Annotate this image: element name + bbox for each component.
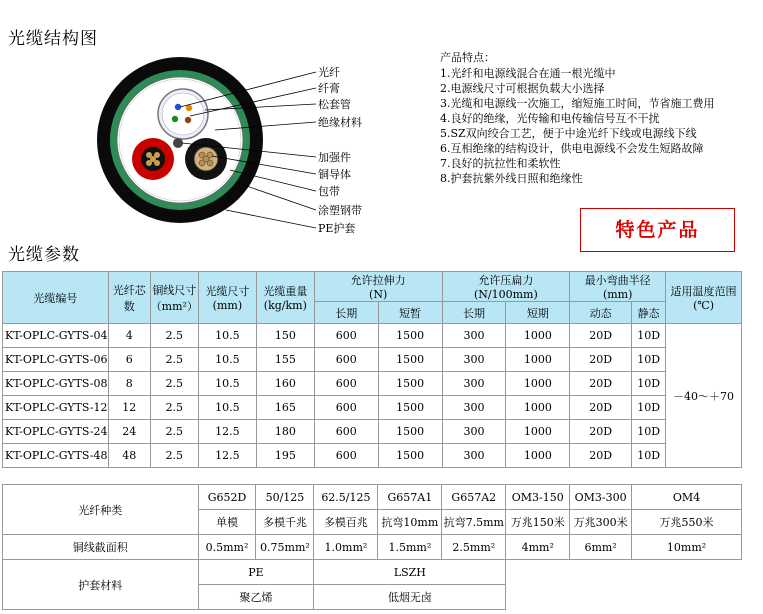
sub-long2: 长期 [442,302,506,324]
sheath-pe-name: 聚乙烯 [198,585,314,610]
strength-member [173,138,183,148]
cell: 12.5 [198,420,256,444]
fiber-name: 万兆150米 [506,510,570,535]
header-crush-unit: (N/100mm) [474,288,538,301]
empty-cell [506,560,742,585]
label-sheath: PE护套 [318,222,356,235]
cell-code: KT-OPLC-GYTS-48 [3,444,109,468]
header-crush-label: 允许压扁力 [478,274,534,287]
cell: 24 [108,420,150,444]
cell: 180 [256,420,314,444]
cell: 2.5 [150,324,198,348]
cell: 600 [314,444,378,468]
cell: 10D [632,396,666,420]
cell: 300 [442,420,506,444]
cell: 195 [256,444,314,468]
cell: 20D [570,324,632,348]
cell: 2.5 [150,420,198,444]
sub-short2: 短期 [506,302,570,324]
cell: 300 [442,444,506,468]
table-row [3,348,742,372]
fiber-type-label: 光纤种类 [3,485,199,535]
feature-item: 3.光缆和电源线一次施工，缩短施工时间，节省施工费用 [440,97,715,110]
feature-item: 5.SZ双向绞合工艺，便于中途光纤下线或电源线下线 [440,127,697,140]
label-wrap: 包带 [318,185,340,198]
header-weight: 光缆重量(kg/km) [256,272,314,324]
empty-cell [506,585,742,610]
sheath-lszh-name: 低烟无卤 [314,585,506,610]
cell: 12.5 [198,444,256,468]
fiber-name: 多模百兆 [314,510,378,535]
cable-cross-section-diagram [0,50,430,240]
cell: 10D [632,348,666,372]
cell-code: KT-OPLC-GYTS-24 [3,420,109,444]
feature-item: 8.护套抗紫外线日照和绝缘性 [440,172,583,185]
cell: 10.5 [198,396,256,420]
cell: 1500 [378,420,442,444]
cable-params-table [2,271,742,468]
cell: 600 [314,324,378,348]
cell-temp-range: －40～＋70 [666,324,742,468]
fiber-name: 万兆550米 [632,510,742,535]
cell: 20D [570,348,632,372]
cell: 48 [108,444,150,468]
header-bend-unit: (mm) [602,288,633,301]
sub-dynamic: 动态 [570,302,632,324]
cell: 10D [632,324,666,348]
cell: 1000 [506,396,570,420]
table-row [3,396,742,420]
fiber-name: 抗弯10mm [378,510,442,535]
cell: 1000 [506,348,570,372]
cell: 300 [442,348,506,372]
label-insulation: 绝缘材料 [318,116,362,129]
header-bend-label: 最小弯曲半径 [584,274,651,287]
cell: 300 [442,324,506,348]
cell: 155 [256,348,314,372]
table-row [3,444,742,468]
cell: 600 [314,372,378,396]
cell: 160 [256,372,314,396]
fiber-options-table [2,484,742,610]
cell: 2.5 [150,396,198,420]
fiber-code: G652D [198,485,256,510]
sheath-lszh: LSZH [314,560,506,585]
cell-code: KT-OPLC-GYTS-06 [3,348,109,372]
cell: 4 [108,324,150,348]
features-heading: 产品特点： [440,51,495,64]
cell: 1500 [378,324,442,348]
table-row [3,372,742,396]
cell: 1500 [378,444,442,468]
fiber-code: 62.5/125 [314,485,378,510]
label-gel: 纤膏 [318,82,340,95]
header-code: 光缆编号 [3,272,109,324]
header-crush [442,272,570,302]
feature-item: 2.电源线尺寸可根据负载大小选择 [440,82,605,95]
fiber-code: OM3-300 [570,485,632,510]
cell: 10.5 [198,324,256,348]
cell: 1500 [378,396,442,420]
label-loose-tube: 松套管 [318,98,351,111]
header-temp-label: 适用温度范围 [670,285,737,298]
cell: 1500 [378,372,442,396]
sheath-pe: PE [198,560,314,585]
label-strength: 加强件 [318,151,351,164]
feature-item: 6.互相绝缘的结构设计，供电电源线不会发生短路故障 [440,142,704,155]
fiber-code: OM4 [632,485,742,510]
feature-item: 7.良好的抗拉性和柔软性 [440,157,561,170]
cell: 600 [314,420,378,444]
copper-value: 1.0mm² [314,535,378,560]
cell: 300 [442,372,506,396]
cell: 150 [256,324,314,348]
cell: 165 [256,396,314,420]
cell: 20D [570,396,632,420]
cell: 10D [632,444,666,468]
sub-short: 短暂 [378,302,442,324]
cell: 10.5 [198,348,256,372]
cell: 2.5 [150,372,198,396]
copper-value: 1.5mm² [378,535,442,560]
label-fiber: 光纤 [318,66,340,79]
label-armor: 涂塑钢带 [318,204,362,217]
feature-item: 1.光纤和电源线混合在通一根光缆中 [440,67,616,80]
header-copper: 铜线尺寸（mm²） [150,272,198,324]
cell: 600 [314,348,378,372]
cell-code: KT-OPLC-GYTS-12 [3,396,109,420]
table-row [3,420,742,444]
header-bend [570,272,666,302]
cell: 12 [108,396,150,420]
table-row [3,324,742,348]
copper-value: 6mm² [570,535,632,560]
cell: 20D [570,444,632,468]
cell: 2.5 [150,444,198,468]
cell: 300 [442,396,506,420]
label-copper: 铜导体 [318,168,351,181]
cell: 1500 [378,348,442,372]
cell: 20D [570,420,632,444]
copper-value: 4mm² [506,535,570,560]
features-list [440,50,763,186]
cell-code: KT-OPLC-GYTS-08 [3,372,109,396]
header-temp-unit: (℃) [693,299,714,312]
sub-long: 长期 [314,302,378,324]
cell: 1000 [506,420,570,444]
copper-value: 10mm² [632,535,742,560]
fiber-name: 万兆300米 [570,510,632,535]
fiber-name: 多模千兆 [256,510,314,535]
fiber-code: G657A2 [442,485,506,510]
cell: 1000 [506,324,570,348]
params-title: 光缆参数 [8,245,80,265]
fiber-name: 单模 [198,510,256,535]
cell: 10.5 [198,372,256,396]
header-temp [666,272,742,324]
fiber-code: OM3-150 [506,485,570,510]
cell: 20D [570,372,632,396]
header-cores: 光纤芯数 [108,272,150,324]
fiber-code: 50/125 [256,485,314,510]
cell: 10D [632,420,666,444]
copper-value: 2.5mm² [442,535,506,560]
header-diameter: 光缆尺寸(mm) [198,272,256,324]
sub-static: 静态 [632,302,666,324]
copper-value: 0.5mm² [198,535,256,560]
header-tensile-unit: (N) [369,288,388,301]
fiber-name: 抗弯7.5mm [442,510,506,535]
sheath-label: 护套材料 [3,560,199,610]
cell: 600 [314,396,378,420]
fiber-code: G657A1 [378,485,442,510]
cell: 6 [108,348,150,372]
feature-item: 4.良好的绝缘，光传输和电传输信号互不干扰 [440,112,660,125]
featured-product-badge: 特色产品 [580,208,735,252]
copper-section-label: 铜线截面积 [3,535,199,560]
cell: 1000 [506,372,570,396]
cell-code: KT-OPLC-GYTS-04 [3,324,109,348]
cell: 10D [632,372,666,396]
header-tensile-label: 允许拉伸力 [350,274,406,287]
cell: 8 [108,372,150,396]
header-tensile [314,272,442,302]
cell: 1000 [506,444,570,468]
cell: 2.5 [150,348,198,372]
copper-value: 0.75mm² [256,535,314,560]
structure-title: 光缆结构图 [8,29,98,49]
